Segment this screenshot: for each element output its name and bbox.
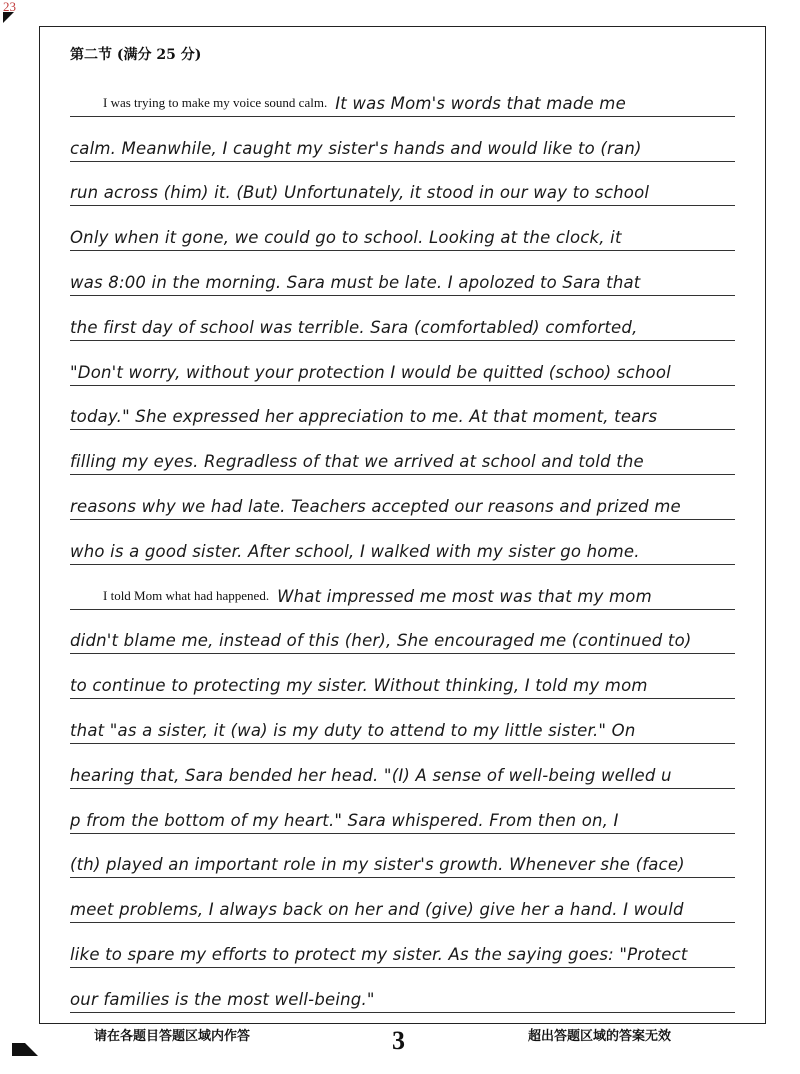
handwritten-text: hearing that, Sara bended her head. "(I) A sense of well-being welled u xyxy=(70,765,672,785)
corner-page-number: 23 xyxy=(3,0,16,14)
handwritten-text: our families is the most well-being." xyxy=(70,989,375,1009)
answer-line xyxy=(70,341,735,386)
answer-line xyxy=(70,520,735,565)
handwritten-text: like to spare my efforts to protect my sister. As the saying goes: "Protect xyxy=(70,944,688,964)
answer-line xyxy=(70,789,735,834)
answer-line xyxy=(70,968,735,1013)
answer-line xyxy=(70,430,735,475)
handwritten-text: meet problems, I always back on her and (give) give her a hand. I would xyxy=(70,900,684,920)
footer-page-number: 3 xyxy=(392,1026,405,1055)
answer-line xyxy=(70,744,735,789)
handwritten-text: p from the bottom of my heart." Sara whispered. From then on, I xyxy=(70,810,619,830)
handwritten-text: today." She expressed her appreciation to me. At that moment, tears xyxy=(70,407,658,427)
answer-line xyxy=(70,206,735,251)
answer-line xyxy=(70,296,735,341)
handwritten-text: calm. Meanwhile, I caught my sister's hands and would like to (ran) xyxy=(70,138,642,158)
answer-line xyxy=(70,72,735,117)
handwritten-text: filling my eyes. Regradless of that we arrived at school and told the xyxy=(70,452,644,472)
answer-line xyxy=(70,117,735,162)
handwritten-text: reasons why we had late. Teachers accepted our reasons and prized me xyxy=(70,496,681,516)
answer-line xyxy=(70,834,735,879)
handwritten-text: It was Mom's words that made me xyxy=(335,93,626,113)
handwritten-text: who is a good sister. After school, I walked with my sister go home. xyxy=(70,541,640,561)
answer-line xyxy=(70,251,735,296)
paragraph1-prompt: I was trying to make my voice sound calm. xyxy=(103,94,328,110)
handwritten-text: "Don't worry, without your protection I would be quitted (schoo) school xyxy=(70,362,671,382)
handwritten-text: Only when it gone, we could go to school. Looking at the clock, it xyxy=(70,228,622,248)
paragraph2-prompt: I told Mom what had happened. xyxy=(103,587,270,603)
footer-instruction-right: 超出答题区域的答案无效 xyxy=(528,1029,672,1044)
handwritten-text: the first day of school was terrible. Sara (comfortabled) comforted, xyxy=(70,317,638,337)
answer-line xyxy=(70,923,735,968)
handwritten-text: didn't blame me, instead of this (her), She encouraged me (continued to) xyxy=(70,631,692,651)
section-title: 第二节 (满分 25 分) xyxy=(70,47,202,63)
handwritten-text: to continue to protecting my sister. Without thinking, I told my mom xyxy=(70,676,648,696)
corner-marker-bottom-left xyxy=(12,1043,38,1056)
answer-line xyxy=(70,386,735,431)
handwritten-text: that "as a sister, it (wa) is my duty to attend to my little sister." On xyxy=(70,720,636,740)
answer-line xyxy=(70,699,735,744)
answer-line xyxy=(70,565,735,610)
handwritten-text: run across (him) it. (But) Unfortunately, it stood in our way to school xyxy=(70,183,650,203)
answer-lines xyxy=(70,72,735,1013)
handwritten-text: What impressed me most was that my mom xyxy=(277,586,652,606)
corner-marker-top-left xyxy=(3,12,14,23)
answer-line xyxy=(70,878,735,923)
answer-line xyxy=(70,610,735,655)
answer-line xyxy=(70,654,735,699)
answer-line xyxy=(70,162,735,207)
answer-line xyxy=(70,475,735,520)
footer-instruction-left: 请在各题目答题区域内作答 xyxy=(94,1029,251,1044)
handwritten-text: was 8:00 in the morning. Sara must be late. I apolozed to Sara that xyxy=(70,272,641,292)
handwritten-text: (th) played an important role in my sister's growth. Whenever she (face) xyxy=(70,855,685,875)
